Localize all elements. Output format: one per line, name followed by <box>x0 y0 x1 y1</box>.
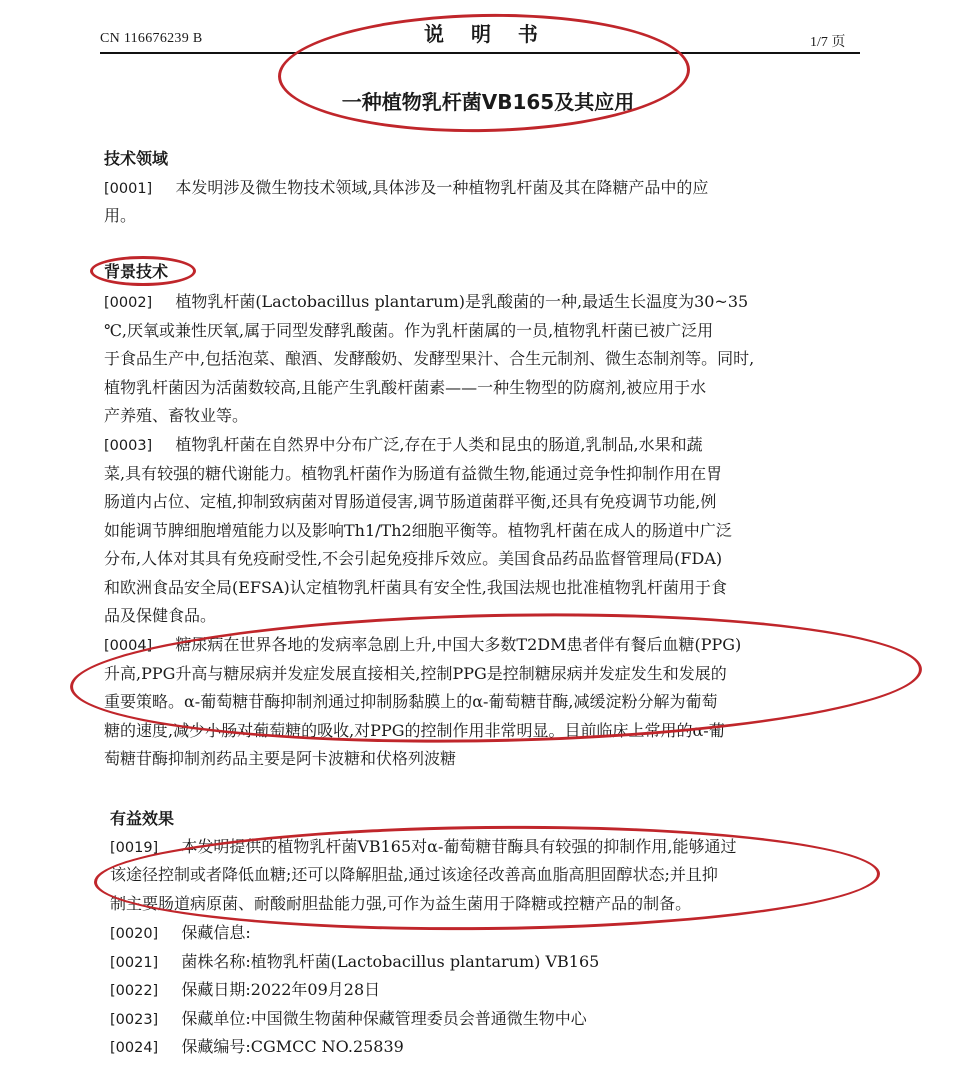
paragraph-number: [0002] <box>104 295 153 311</box>
paragraph-0019-line-1 <box>110 834 736 857</box>
paragraph-0019-line-3: 制主要肠道病原菌、耐酸耐胆盐能力强,可作为益生菌用于降糖或控糖产品的制备。 <box>110 894 692 913</box>
paragraph-0001-line-2: 用。 <box>104 206 137 225</box>
deposit-text: 保藏信息: <box>181 923 251 942</box>
section-heading-background: 背景技术 <box>104 262 169 281</box>
paragraph-0002-line-2: ℃,厌氧或兼性厌氧,属于同型发酵乳酸菌。作为乳杆菌属的一员,植物乳杆菌已被广泛用 <box>104 321 714 340</box>
paragraph-0001-line-1 <box>104 175 708 198</box>
paragraph-0002-line-3: 于食品生产中,包括泡菜、酿酒、发酵酸奶、发酵型果汁、合生元制剂、微生态制剂等。同时, <box>104 349 755 368</box>
paragraph-text: 糖尿病在世界各地的发病率急剧上升,中国大多数T2DM患者伴有餐后血糖(PPG) <box>175 635 742 654</box>
paragraph-number: [0001] <box>104 181 153 197</box>
header-divider <box>100 52 860 54</box>
paragraph-text: 本发明涉及微生物技术领域,具体涉及一种植物乳杆菌及其在降糖产品中的应 <box>175 178 709 197</box>
paragraph-0019-line-2: 该途径控制或者降低血糖;还可以降解胆盐,通过该途径改善高血脂高胆固醇状态;并且抑 <box>110 865 718 884</box>
paragraph-0004-line-1 <box>104 632 741 655</box>
deposit-text: 保藏单位:中国微生物菌种保藏管理委员会普通微生物中心 <box>181 1009 587 1028</box>
paragraph-0003-line-7: 品及保健食品。 <box>104 606 217 625</box>
paragraph-text: 植物乳杆菌在自然界中分布广泛,存在于人类和昆虫的肠道,乳制品,水果和蔬 <box>175 435 703 454</box>
deposit-item <box>110 1034 404 1057</box>
deposit-item <box>110 1006 587 1029</box>
paragraph-0004-line-3: 重要策略。α-葡萄糖苷酶抑制剂通过抑制肠黏膜上的α-葡萄糖苷酶,减缓淀粉分解为葡萄 <box>104 692 718 711</box>
deposit-item <box>110 920 251 943</box>
paragraph-number: [0021] <box>110 955 159 971</box>
deposit-text: 保藏编号:CGMCC NO.25839 <box>181 1037 404 1056</box>
doc-type-heading: 说 明 书 <box>424 22 548 46</box>
paragraph-0003-line-5: 分布,人体对其具有免疫耐受性,不会引起免疫排斥效应。美国食品药品监督管理局(FDA) <box>104 549 723 568</box>
paragraph-0002-line-5: 产养殖、畜牧业等。 <box>104 406 249 425</box>
paragraph-text: 植物乳杆菌(Lactobacillus plantarum)是乳酸菌的一种,最适生长温度为30~35 <box>175 292 749 311</box>
paragraph-text: 本发明提供的植物乳杆菌VB165对α-葡萄糖苷酶具有较强的抑制作用,能够通过 <box>181 837 737 856</box>
paragraph-0003-line-6: 和欧洲食品安全局(EFSA)认定植物乳杆菌具有安全性,我国法规也批准植物乳杆菌用于食 <box>104 578 727 597</box>
section-heading-benefits: 有益效果 <box>110 809 175 828</box>
paragraph-number: [0020] <box>110 926 159 942</box>
paragraph-0002-line-4: 植物乳杆菌因为活菌数较高,且能产生乳酸杆菌素——一种生物型的防腐剂,被应用于水 <box>104 378 707 397</box>
deposit-text: 保藏日期:2022年09月28日 <box>181 980 381 999</box>
paragraph-number: [0024] <box>110 1040 159 1056</box>
section-heading-tech-field: 技术领域 <box>104 149 169 168</box>
patent-number: CN 116676239 B <box>100 31 203 46</box>
paragraph-0004-line-4: 糖的速度,减少小肠对葡萄糖的吸收,对PPG的控制作用非常明显。目前临床上常用的α-葡 <box>104 721 725 740</box>
paragraph-0004-line-5: 萄糖苷酶抑制剂药品主要是阿卡波糖和伏格列波糖 <box>104 749 457 768</box>
paragraph-0003-line-1 <box>104 432 703 455</box>
paragraph-number: [0023] <box>110 1012 159 1028</box>
paragraph-number: [0022] <box>110 983 159 999</box>
document-title: 一种植物乳杆菌VB165及其应用 <box>341 90 635 114</box>
deposit-item <box>110 949 599 972</box>
page-indicator: 1/7 页 <box>810 35 846 50</box>
paragraph-number: [0019] <box>110 840 159 856</box>
paragraph-0003-line-2: 菜,具有较强的糖代谢能力。植物乳杆菌作为肠道有益微生物,能通过竞争性抑制作用在胃 <box>104 464 723 483</box>
paragraph-0004-line-2: 升高,PPG升高与糖尿病并发症发展直接相关,控制PPG是控制糖尿病并发症发生和发展的 <box>104 664 727 683</box>
deposit-item <box>110 977 380 1000</box>
paragraph-number: [0003] <box>104 438 153 454</box>
deposit-text: 菌株名称:植物乳杆菌(Lactobacillus plantarum) VB165 <box>181 952 600 971</box>
paragraph-number: [0004] <box>104 638 153 654</box>
paragraph-0003-line-4: 如能调节脾细胞增殖能力以及影响Th1/Th2细胞平衡等。植物乳杆菌在成人的肠道中广泛 <box>104 521 732 540</box>
paragraph-0002-line-1 <box>104 289 748 312</box>
paragraph-0003-line-3: 肠道内占位、定植,抑制致病菌对胃肠道侵害,调节肠道菌群平衡,还具有免疫调节功能,例 <box>104 492 717 511</box>
